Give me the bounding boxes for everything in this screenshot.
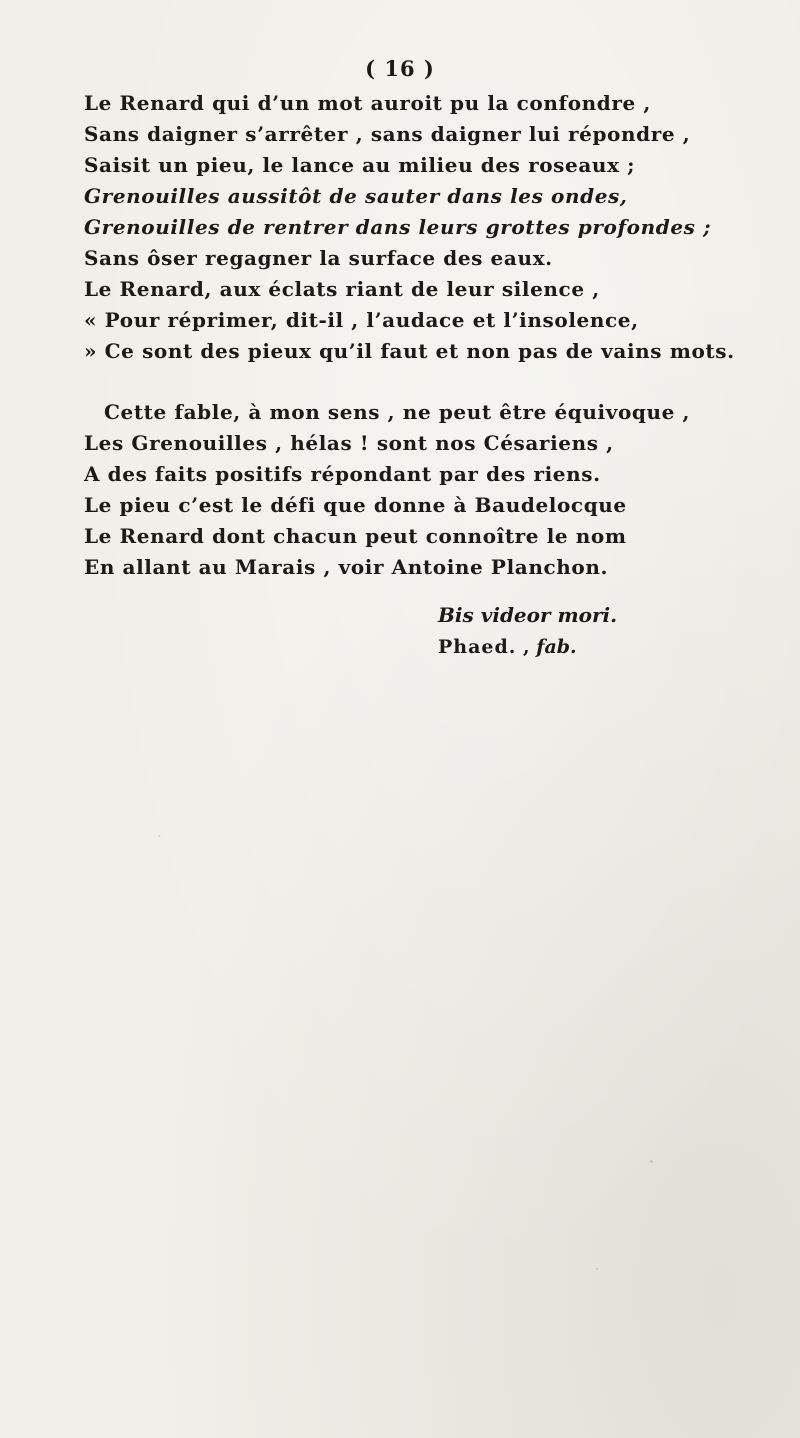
citation-work: fab. xyxy=(536,636,577,658)
verse-line: » Ce sont des pieux qu’il faut et non pas de vains mots. xyxy=(84,339,735,363)
paper-speck xyxy=(650,1160,653,1163)
verse-line: Le Renard, aux éclats riant de leur silence , xyxy=(84,277,600,301)
verse-line: Saisit un pieu, le lance au milieu des roseaux ; xyxy=(84,153,636,177)
fable-stanza xyxy=(84,88,784,367)
verse-line-italic: Grenouilles aussitôt de sauter dans les ondes, xyxy=(84,184,628,208)
verse-line: A des faits positifs répondant par des riens. xyxy=(84,462,601,486)
verse-line-italic: Grenouilles de rentrer dans leurs grottes profondes ; xyxy=(84,215,712,239)
verse-line: Les Grenouilles , hélas ! sont nos Césariens , xyxy=(84,431,614,455)
moral-stanza xyxy=(84,397,784,583)
verse-line: Le pieu c’est le défi que donne à Baudelocque xyxy=(84,493,627,517)
verse-line: Sans daigner s’arrêter , sans daigner lui répondre , xyxy=(84,122,691,146)
citation-quote: Bis videor mori. xyxy=(438,603,618,627)
verse-line: « Pour réprimer, dit-il , l’audace et l’insolence, xyxy=(84,308,639,332)
paper-speck xyxy=(158,835,160,837)
citation-separator: , xyxy=(516,636,537,658)
verse-line: En allant au Marais , voir Antoine Planchon. xyxy=(84,555,609,579)
page-number: ( 16 ) xyxy=(365,56,435,81)
verse-line: Cette fable, à mon sens , ne peut être équivoque , xyxy=(104,400,691,424)
verse-line: Le Renard dont chacun peut connoître le nom xyxy=(84,524,627,548)
citation-author: Phaed. xyxy=(438,636,517,658)
verse-line: Sans ôser regagner la surface des eaux. xyxy=(84,246,553,270)
citation-source xyxy=(0,632,800,663)
verse-line: Le Renard qui d’un mot auroit pu la confondre , xyxy=(84,91,651,115)
paper-speck xyxy=(596,1268,598,1270)
